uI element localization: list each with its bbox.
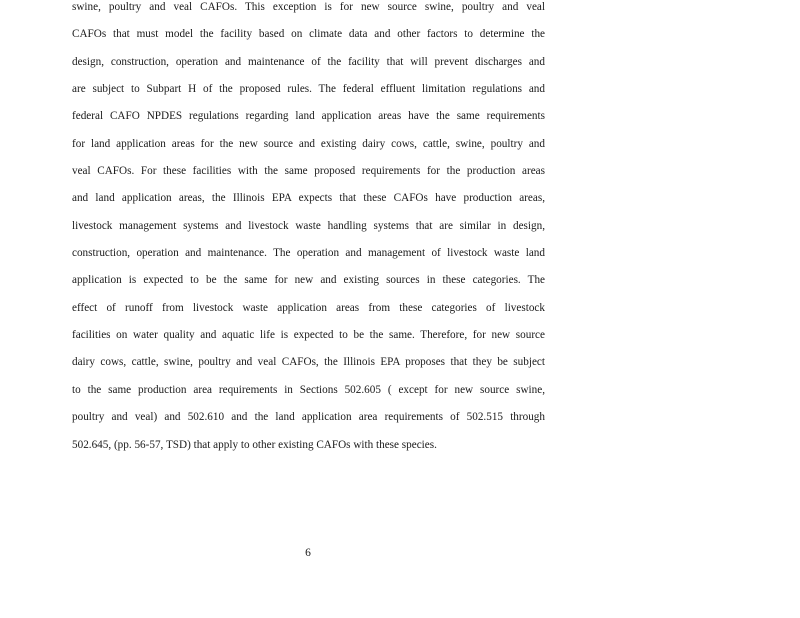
paragraph-line: veal CAFOs. For these facilities with the same proposed requirements for the production areas (72, 165, 545, 178)
paragraph-line: facilities on water quality and aquatic life is expected to be the same. Therefore, for new source (72, 329, 545, 342)
paragraph-line: CAFOs that must model the facility based on climate data and other factors to determine the (72, 28, 545, 41)
paragraph-line: application is expected to be the same for new and existing sources in these categories. The (72, 274, 545, 287)
paragraph-line: federal CAFO NPDES regulations regarding land application areas have the same requirements (72, 110, 545, 123)
paragraph-line: for land application areas for the new source and existing dairy cows, cattle, swine, poultry and (72, 137, 545, 150)
paragraph-line: design, construction, operation and maintenance of the facility that will prevent discharges and (72, 55, 545, 68)
paragraph-line: effect of runoff from livestock waste application areas from these categories of livestock (72, 301, 545, 314)
paragraph-line: and land application areas, the Illinois EPA expects that these CAFOs have production areas, (72, 192, 545, 205)
paragraph-line: dairy cows, cattle, swine, poultry and veal CAFOs, the Illinois EPA proposes that they be subject (72, 356, 545, 369)
paragraph-line: livestock management systems and livestock waste handling systems that are similar in design, (72, 219, 545, 232)
body-paragraph (72, 0, 545, 459)
paragraph-line: construction, operation and maintenance. The operation and management of livestock waste land (72, 247, 545, 260)
page-number: 6 (305, 547, 311, 559)
paragraph-line-last: 502.645, (pp. 56-57, TSD) that apply to other existing CAFOs with these species. (72, 438, 437, 451)
paragraph-line: are subject to Subpart H of the proposed rules. The federal effluent limitation regulations and (72, 83, 545, 96)
paragraph-line: poultry and veal) and 502.610 and the land application area requirements of 502.515 through (72, 411, 545, 424)
paragraph-line: to the same production area requirements in Sections 502.605 ( except for new source swine, (72, 383, 545, 396)
paragraph-line: swine, poultry and veal CAFOs. This exception is for new source swine, poultry and veal (72, 1, 545, 13)
